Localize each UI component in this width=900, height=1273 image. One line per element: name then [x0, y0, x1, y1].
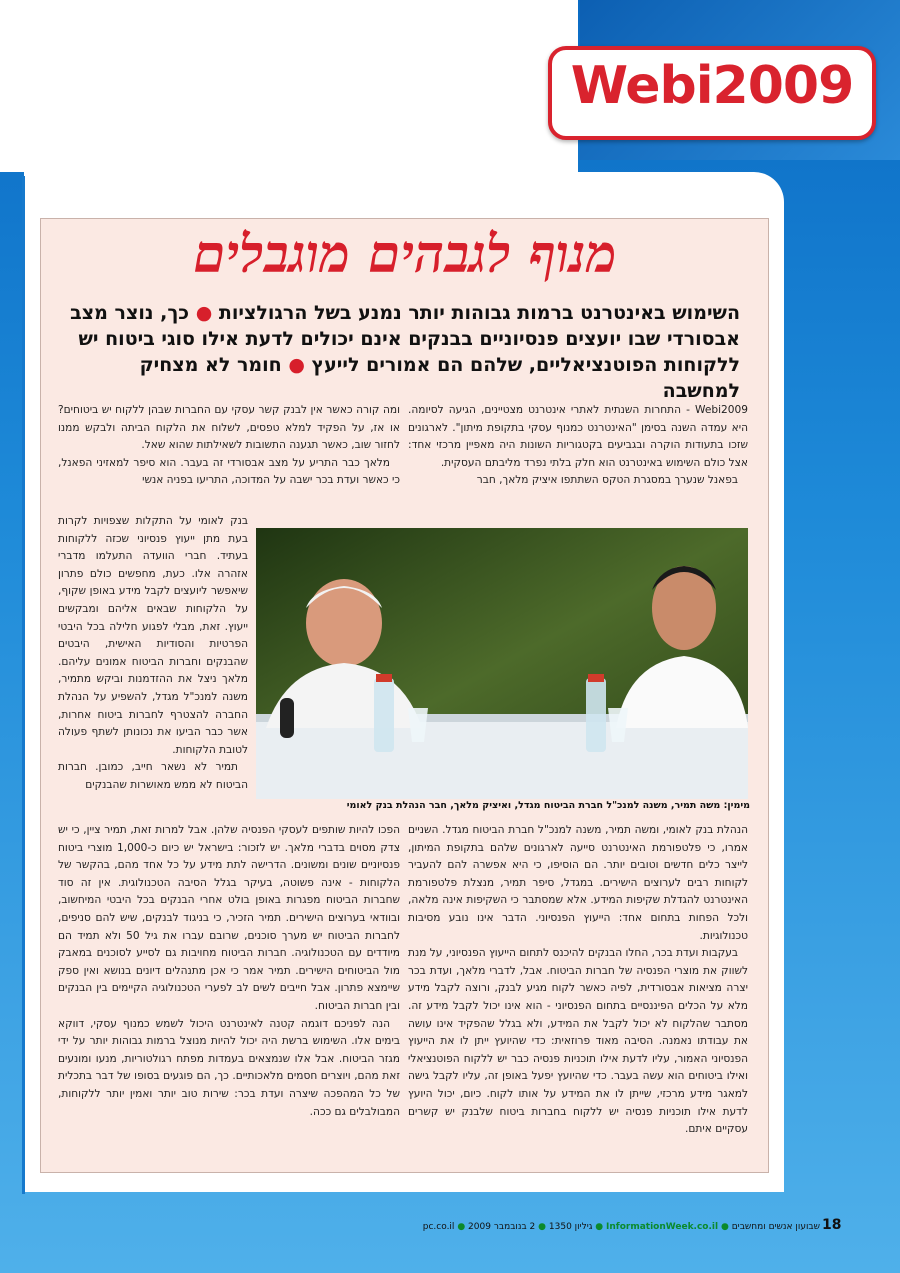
top-white-area — [0, 0, 578, 172]
footer-date: 2 בנובמבר 2009 — [468, 1222, 536, 1232]
subtitle-part-3: חומר לא מצחיק למחשבה — [139, 354, 740, 402]
page-number: 18 — [822, 1217, 842, 1233]
panel-photo — [256, 528, 748, 799]
article-headline: מנוף לגבהים מוגבלים — [193, 224, 617, 285]
dot-icon: ● — [720, 1222, 729, 1232]
dot-icon: ● — [538, 1222, 547, 1232]
article-subtitle — [70, 300, 740, 404]
footer-issue: גיליון 1350 — [548, 1222, 593, 1232]
footer-site2-link[interactable]: pc.co.il — [422, 1222, 455, 1232]
footer-publication: שבועון אנשים ומחשבים — [731, 1222, 820, 1232]
paragraph: בעקבות ועדת בכר, החלו הבנקים להיכנס לתחום הייעוץ הפנסיוני, על מנת לשווק את מוצרי הפנסיה של חברות הביטוח. אבל, לדברי מלאך, ועדת בכר יצרה מציאות אבסורדית, לפיה כאשר לקוח מגיע לבנק, ורוצה לקבל מידע מלא על הכלים הפיננסיים בתחום הפנסיוני - הוא אינו יכול לקבל מידע זה. מסתבר שהלקוח לא יכול לקבל את המידע, ולא בגלל שהפקיד אינו עושה את עבודתו נאמנה. הסיבה מאוד פרוזאית: כדי שהיועץ ייתן לו את הייעוץ הפנסיוני האמור, עליו לדעת אילו תוכניות פנסיה כבר יש ללקוח הפוטנציאלי ואילו ביטוחים הוא עשה בעבר. כדי שהיועץ יפעל באופן זה, עליו לקבל גישה למאגר מידע מרכזי, שייתן לו את המידע על אותו לקוח. כיום, יכול היועץ לדעת אילו תוכניות פנסיה יש ללקוח בחברות ביטוח שלבנק יש קשרים עסקיים איתם. — [408, 947, 748, 1136]
webi-logo — [548, 46, 876, 140]
paragraph: בנק לאומי על התקלות שצפויות לקרות בעת מתן ייעוץ פנסיוני שכזה ללקוחות בעתיד. חברי הוועדה התעלמו מדברי אזהרה אלו. כעת, מחפשים כולם פתרון שיאפשר ליועצים לקבל מידע באופן שקוף, על הלקוחות שבאים אליהם ומבקשים ייעוץ. זאת, מבלי לפגוע חלילה בכל היבטי הפרטיות והסודיות האישית, היבטים שהבנקים וחברות הביטוח אמונים עליהם. מלאך ניצל את ההזדמנות וביקש מתמיר, משנה למנכ"ל מגדל, להשפיע על הנהלת החברה להצטרף לחברות ביטוח אחרות, אשר כבר הביעו את נכונותן לשתף פעולה לטובת הלקוחות. — [58, 515, 248, 756]
right-column-lower — [408, 822, 748, 1139]
paragraph: הפכו להיות שותפים לעסקי הפנסיה שלהן. אבל למרות זאת, תמיר ציין, כי יש צדק מסוים בדברי מלאך. יש לזכור: בישראל יש כיום כ-1,000 מוצרי ביטוח פנסיוניים שונים ומשונים. הדרישה לתת מידע על כל אחד מהם, בהקשר של הלקוחות - אינה פשוטה, בעיקר בגלל הסיבה הטכנולוגית. אין זה סוד שחברות הביטוח מפגרות באופן בולט אחרי הבנקים בכל היבטי המיחשוב, ובוודאי בערוצים הישירים. תמיר הזכיר, כי בניגוד לבנקים, שיש להם סניפים, לחברות הביטוח יש מערך סוכנים, שרובם עברו את גיל 50 ולא תמיד הם מיודדים עם הטכנולוגיה. חברות הביטוח מחויבות גם לסייע לסוכנים במאבק מול הביטוחים הישירים. תמיר אמר כי אכן מתנהלים דיונים בנושא ואין ספק שיימצא פתרון. אבל חייבים לשים לב לפערי הטכנולוגיה הקיימים בין הבנקים ובין חברות הביטוח. — [58, 824, 401, 1012]
subtitle-part-1: השימוש באינטרנט ברמות גבוהות יותר נמנע בשל הרגולציות — [218, 302, 740, 324]
left-margin-rule — [22, 176, 25, 1194]
narrow-column — [58, 513, 248, 795]
subtitle-part-2: כך, נוצר מצב אבסורדי שבו יועצים פנסיוניים בבנקים אינם יכולים לדעת אילו סוגי ביטוח יש ללקוחות הפוטנציאליים, שלהם הם אמורים לייעץ — [70, 302, 740, 376]
bullet-icon: ● — [288, 354, 305, 376]
paragraph: הנהלת בנק לאומי, ומשה תמיר, משנה למנכ"ל חברת הביטוח מגדל. השניים אמרו, כי פלטפורמת האינטרנט סייעה לארגונים שלהם בתקופת המיתון, לייצר כלים חדשים וטובים יותר. הם הוסיפו, כי היא אפשרה להם להעביר לקוחות רבים לערוצים הישירים. במגדל, סיפר תמיר, מנצלת פלטפורמת האינטרנט להגדלת שקיפות המידע. אלא שמסתבר כי השקיפות אינה מלאה, ולכל הפחות בתחום אחד: הייעוץ הפנסיוני. הדבר אינו נובע מסיבות טכנולוגיות. — [408, 824, 748, 942]
photo-illustration — [256, 528, 748, 799]
bullet-icon: ● — [195, 302, 213, 324]
paragraph: בפאנל שנערך במסגרת הטקס השתתפו איציק מלאך, חבר — [476, 474, 738, 487]
paragraph: ומה קורה כאשר אין לבנק קשר עסקי עם החברות שבהן ללקוח יש ביטוחים? או אז, על הפקיד למלא טפסים, לשלוח את הלקוח הביתה ולבקש ממנו לחזור שוב, כאשר תגענה התשובות לשאילתות שהוא שאל. — [58, 404, 400, 452]
paragraph: תמיר לא נשאר חייב, כמובן. חברות הביטוח לא ממש מאושרות שהבנקים — [58, 761, 248, 791]
paragraph: הנה לפניכם דוגמה קטנה לאינטרנט היכול לשמש כמנוף עסקי, דווקא בימים אלו. השימוש ברשת היה יכול להיות מנוצל ברמות גבוהות יותר על ידי מגזר הביטוח. אבל אלו שנמצאים בעמדות מפתח רגולטוריות, מנעו ומונעים זאת מהם, ויוצרים חסמים מלאכותיים. כך, הם פוגעים בסופו של דבר בתכלית של כל המהפכה שיצרה ועדת בכר: שירות טוב יותר ואמין יותר ללקוחות, המבולבלים גם ככה. — [58, 1017, 400, 1118]
left-column-lower — [58, 822, 400, 1121]
left-column-top — [58, 402, 400, 490]
footer-site-link[interactable]: InformationWeek.co.il — [606, 1222, 719, 1232]
logo-text: Webi2009 — [570, 56, 854, 116]
dot-icon: ● — [595, 1222, 604, 1232]
paragraph: Webi2009 - התחרות השנתית לאתרי אינטרנט מצטיינים, הגיעה לסיומה. היא עמדה השנה בסימן "האינטרנט כמנוף עסקי בתקופת מיתון". לארגונים שזכו בתעודות הוקרה ובגביעים בקטגוריות השונות היה מאפיין מרכזי אחד: אצל כולם השימוש באינטרנט הוא חלק בלתי נפרד מליבתם העסקית. — [408, 404, 748, 469]
photo-caption: מימין: משה תמיר, משנה למנכ"ל חברת הביטוח מגדל, ואיציק מלאך, חבר הנהלת בנק לאומי — [346, 800, 750, 811]
paragraph: מלאך כבר התריע על מצב אבסורדי זה בעבר. הוא סיפר למאזיני הפאנל, כי כאשר ועדת בכר ישבה על המדוכה, התריעו בפניה אנשי — [58, 456, 400, 487]
right-column-top — [408, 402, 748, 490]
page-footer — [380, 1222, 820, 1232]
dot-icon: ● — [457, 1222, 466, 1232]
